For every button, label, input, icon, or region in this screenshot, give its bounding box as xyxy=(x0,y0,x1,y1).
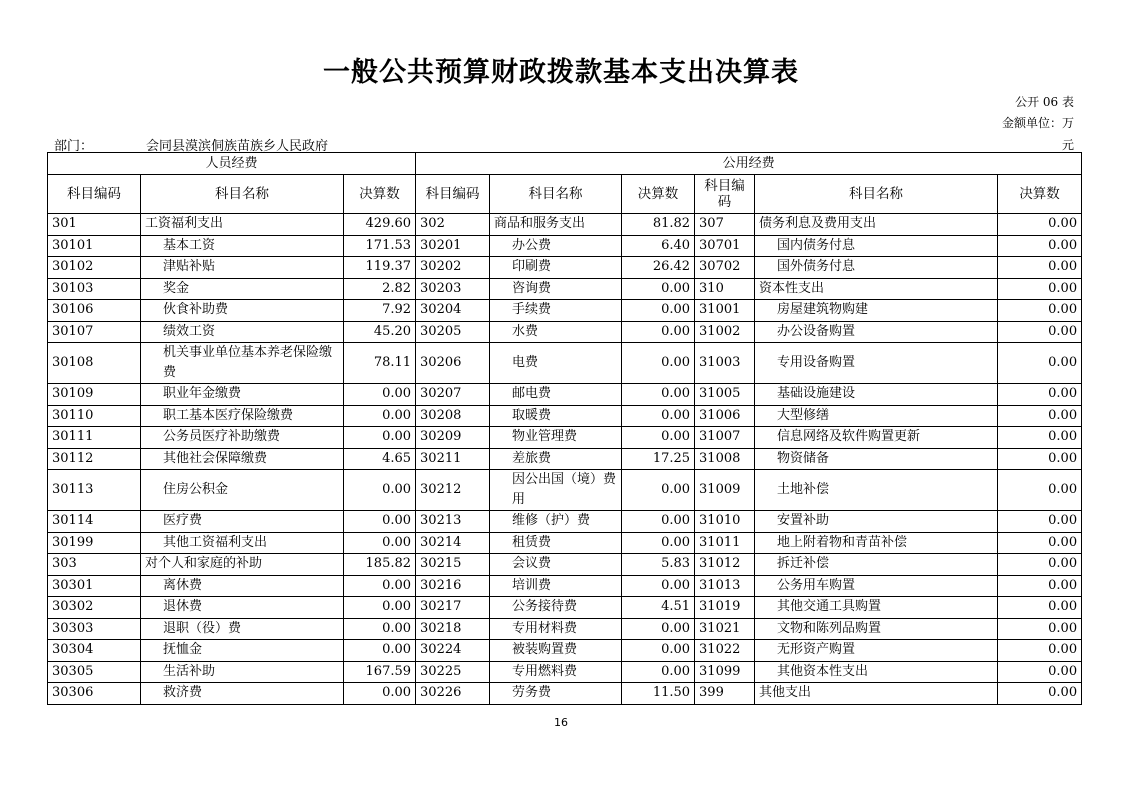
amount-cell: 167.59 xyxy=(344,661,416,683)
code-cell: 399 xyxy=(695,683,755,705)
name-cell: 专用材料费 xyxy=(490,618,622,640)
table-row xyxy=(48,235,1082,257)
form-number: 公开 06 表 xyxy=(1015,95,1074,109)
code-cell: 30110 xyxy=(48,405,141,427)
code-cell: 30113 xyxy=(48,470,141,511)
name-cell: 其他社会保障缴费 xyxy=(141,448,344,470)
name-cell: 伙食补助费 xyxy=(141,300,344,322)
name-cell: 信息网络及软件购置更新 xyxy=(755,427,998,449)
code-cell: 31007 xyxy=(695,427,755,449)
name-cell: 职工基本医疗保险缴费 xyxy=(141,405,344,427)
amount-cell: 0.00 xyxy=(344,384,416,406)
amount-cell: 11.50 xyxy=(622,683,695,705)
name-cell: 电费 xyxy=(490,343,622,384)
col-header-code: 科目编码 xyxy=(48,175,141,214)
amount-cell: 78.11 xyxy=(344,343,416,384)
amount-cell: 17.25 xyxy=(622,448,695,470)
code-cell: 30201 xyxy=(416,235,490,257)
name-cell: 安置补助 xyxy=(755,511,998,533)
amount-cell: 0.00 xyxy=(998,405,1082,427)
name-cell: 其他资本性支出 xyxy=(755,661,998,683)
code-cell: 30114 xyxy=(48,511,141,533)
name-cell: 水费 xyxy=(490,321,622,343)
amount-cell: 0.00 xyxy=(998,618,1082,640)
name-cell: 其他交通工具购置 xyxy=(755,597,998,619)
amount-cell: 0.00 xyxy=(622,321,695,343)
name-cell: 其他支出 xyxy=(755,683,998,705)
code-cell: 31099 xyxy=(695,661,755,683)
table-row xyxy=(48,554,1082,576)
table-row xyxy=(48,683,1082,705)
code-cell: 30305 xyxy=(48,661,141,683)
name-cell: 无形资产购置 xyxy=(755,640,998,662)
amount-cell: 0.00 xyxy=(622,640,695,662)
name-cell: 办公费 xyxy=(490,235,622,257)
amount-cell: 0.00 xyxy=(998,661,1082,683)
amount-cell: 0.00 xyxy=(344,597,416,619)
code-cell: 30224 xyxy=(416,640,490,662)
code-cell: 31021 xyxy=(695,618,755,640)
amount-cell: 0.00 xyxy=(344,575,416,597)
code-cell: 30106 xyxy=(48,300,141,322)
name-cell: 基本工资 xyxy=(141,235,344,257)
amount-cell: 0.00 xyxy=(622,575,695,597)
name-cell: 对个人和家庭的补助 xyxy=(141,554,344,576)
amount-cell: 0.00 xyxy=(998,554,1082,576)
amount-cell: 429.60 xyxy=(344,214,416,236)
code-cell: 30226 xyxy=(416,683,490,705)
amount-cell: 0.00 xyxy=(344,470,416,511)
code-cell: 31002 xyxy=(695,321,755,343)
name-cell: 生活补助 xyxy=(141,661,344,683)
name-cell: 被装购置费 xyxy=(490,640,622,662)
amount-cell: 26.42 xyxy=(622,257,695,279)
amount-cell: 0.00 xyxy=(622,343,695,384)
code-cell: 31013 xyxy=(695,575,755,597)
table-row xyxy=(48,343,1082,384)
name-cell: 物业管理费 xyxy=(490,427,622,449)
col-header-amount: 决算数 xyxy=(998,175,1082,214)
name-cell: 退休费 xyxy=(141,597,344,619)
name-cell: 工资福利支出 xyxy=(141,214,344,236)
report-title: 一般公共预算财政拨款基本支出决算表 xyxy=(323,57,799,88)
amount-cell: 6.40 xyxy=(622,235,695,257)
code-cell: 30702 xyxy=(695,257,755,279)
table-row xyxy=(48,427,1082,449)
name-cell: 津贴补贴 xyxy=(141,257,344,279)
col-header-code-wrapped: 科目编码 xyxy=(695,175,755,214)
name-cell: 咨询费 xyxy=(490,278,622,300)
code-cell: 30109 xyxy=(48,384,141,406)
name-cell: 公务接待费 xyxy=(490,597,622,619)
code-cell: 30211 xyxy=(416,448,490,470)
name-cell: 其他工资福利支出 xyxy=(141,532,344,554)
name-cell: 职业年金缴费 xyxy=(141,384,344,406)
amount-cell: 7.92 xyxy=(344,300,416,322)
col-header-name: 科目名称 xyxy=(490,175,622,214)
col-header-name: 科目名称 xyxy=(141,175,344,214)
table-row xyxy=(48,278,1082,300)
table-row xyxy=(48,640,1082,662)
amount-cell: 0.00 xyxy=(622,661,695,683)
code-cell: 30302 xyxy=(48,597,141,619)
amount-cell: 0.00 xyxy=(344,640,416,662)
amount-cell: 0.00 xyxy=(622,618,695,640)
amount-cell: 0.00 xyxy=(998,470,1082,511)
amount-cell: 0.00 xyxy=(998,427,1082,449)
code-cell: 30207 xyxy=(416,384,490,406)
code-cell: 30212 xyxy=(416,470,490,511)
name-cell: 因公出国（境）费用 xyxy=(490,470,622,511)
code-cell: 31009 xyxy=(695,470,755,511)
amount-cell: 0.00 xyxy=(344,618,416,640)
table-row xyxy=(48,470,1082,511)
name-cell: 住房公积金 xyxy=(141,470,344,511)
name-cell: 会议费 xyxy=(490,554,622,576)
name-cell: 国内债务付息 xyxy=(755,235,998,257)
code-cell: 30103 xyxy=(48,278,141,300)
table-row xyxy=(48,448,1082,470)
code-cell: 30112 xyxy=(48,448,141,470)
code-cell: 30209 xyxy=(416,427,490,449)
amount-cell: 0.00 xyxy=(344,405,416,427)
name-cell: 差旅费 xyxy=(490,448,622,470)
name-cell: 绩效工资 xyxy=(141,321,344,343)
expenditure-table xyxy=(47,152,1082,705)
name-cell: 专用燃料费 xyxy=(490,661,622,683)
name-cell: 抚恤金 xyxy=(141,640,344,662)
code-cell: 30204 xyxy=(416,300,490,322)
table-body xyxy=(48,214,1082,705)
name-cell: 奖金 xyxy=(141,278,344,300)
department-name: 会同县漠滨侗族苗族乡人民政府 xyxy=(146,139,329,154)
code-cell: 30301 xyxy=(48,575,141,597)
amount-cell: 0.00 xyxy=(622,278,695,300)
code-cell: 30304 xyxy=(48,640,141,662)
code-cell: 30102 xyxy=(48,257,141,279)
name-cell: 拆迁补偿 xyxy=(755,554,998,576)
code-cell: 30205 xyxy=(416,321,490,343)
amount-cell: 0.00 xyxy=(998,300,1082,322)
amount-cell: 0.00 xyxy=(622,384,695,406)
name-cell: 救济费 xyxy=(141,683,344,705)
table-row xyxy=(48,257,1082,279)
name-cell: 机关事业单位基本养老保险缴费 xyxy=(141,343,344,384)
code-cell: 31011 xyxy=(695,532,755,554)
unit-label: 金额单位：万 xyxy=(1001,116,1074,130)
col-header-name: 科目名称 xyxy=(755,175,998,214)
code-cell: 30213 xyxy=(416,511,490,533)
group-header-public: 公用经费 xyxy=(416,153,1082,175)
amount-cell: 0.00 xyxy=(998,214,1082,236)
name-cell: 医疗费 xyxy=(141,511,344,533)
name-cell: 大型修缮 xyxy=(755,405,998,427)
table-row xyxy=(48,597,1082,619)
table-row xyxy=(48,532,1082,554)
table-row xyxy=(48,405,1082,427)
amount-cell: 0.00 xyxy=(622,532,695,554)
amount-cell: 45.20 xyxy=(344,321,416,343)
amount-cell: 185.82 xyxy=(344,554,416,576)
name-cell: 债务利息及费用支出 xyxy=(755,214,998,236)
amount-cell: 0.00 xyxy=(998,384,1082,406)
col-header-amount: 决算数 xyxy=(344,175,416,214)
code-cell: 30215 xyxy=(416,554,490,576)
amount-cell: 0.00 xyxy=(998,448,1082,470)
amount-cell: 4.65 xyxy=(344,448,416,470)
name-cell: 办公设备购置 xyxy=(755,321,998,343)
name-cell: 维修（护）费 xyxy=(490,511,622,533)
amount-cell: 0.00 xyxy=(622,405,695,427)
name-cell: 专用设备购置 xyxy=(755,343,998,384)
code-cell: 30111 xyxy=(48,427,141,449)
amount-cell: 81.82 xyxy=(622,214,695,236)
amount-cell: 0.00 xyxy=(622,470,695,511)
amount-cell: 0.00 xyxy=(998,257,1082,279)
code-cell: 307 xyxy=(695,214,755,236)
name-cell: 邮电费 xyxy=(490,384,622,406)
code-cell: 30107 xyxy=(48,321,141,343)
name-cell: 退职（役）费 xyxy=(141,618,344,640)
amount-cell: 0.00 xyxy=(344,427,416,449)
department-label: 部门： xyxy=(54,139,94,154)
name-cell: 资本性支出 xyxy=(755,278,998,300)
table-row xyxy=(48,511,1082,533)
amount-cell: 119.37 xyxy=(344,257,416,279)
code-cell: 30203 xyxy=(416,278,490,300)
name-cell: 文物和陈列品购置 xyxy=(755,618,998,640)
name-cell: 取暖费 xyxy=(490,405,622,427)
amount-cell: 0.00 xyxy=(998,321,1082,343)
amount-cell: 0.00 xyxy=(344,532,416,554)
name-cell: 地上附着物和青苗补偿 xyxy=(755,532,998,554)
code-cell: 30199 xyxy=(48,532,141,554)
code-cell: 31003 xyxy=(695,343,755,384)
amount-cell: 0.00 xyxy=(622,427,695,449)
amount-cell: 0.00 xyxy=(998,235,1082,257)
code-cell: 31019 xyxy=(695,597,755,619)
col-header-amount: 决算数 xyxy=(622,175,695,214)
name-cell: 物资储备 xyxy=(755,448,998,470)
code-cell: 30216 xyxy=(416,575,490,597)
code-cell: 30202 xyxy=(416,257,490,279)
code-cell: 31010 xyxy=(695,511,755,533)
code-cell: 30208 xyxy=(416,405,490,427)
name-cell: 劳务费 xyxy=(490,683,622,705)
name-cell: 商品和服务支出 xyxy=(490,214,622,236)
code-cell: 31012 xyxy=(695,554,755,576)
amount-cell: 0.00 xyxy=(998,278,1082,300)
code-cell: 31006 xyxy=(695,405,755,427)
name-cell: 租赁费 xyxy=(490,532,622,554)
amount-cell: 0.00 xyxy=(998,597,1082,619)
name-cell: 基础设施建设 xyxy=(755,384,998,406)
amount-cell: 0.00 xyxy=(998,575,1082,597)
name-cell: 离休费 xyxy=(141,575,344,597)
amount-cell: 171.53 xyxy=(344,235,416,257)
amount-cell: 0.00 xyxy=(622,511,695,533)
table-row xyxy=(48,618,1082,640)
name-cell: 土地补偿 xyxy=(755,470,998,511)
code-cell: 30701 xyxy=(695,235,755,257)
code-cell: 31005 xyxy=(695,384,755,406)
code-cell: 30214 xyxy=(416,532,490,554)
table-row xyxy=(48,384,1082,406)
amount-cell: 4.51 xyxy=(622,597,695,619)
page-number: 16 xyxy=(554,716,568,729)
name-cell: 公务用车购置 xyxy=(755,575,998,597)
amount-cell: 0.00 xyxy=(998,532,1082,554)
code-cell: 310 xyxy=(695,278,755,300)
code-cell: 303 xyxy=(48,554,141,576)
amount-cell: 0.00 xyxy=(344,683,416,705)
name-cell: 手续费 xyxy=(490,300,622,322)
code-cell: 30303 xyxy=(48,618,141,640)
name-cell: 国外债务付息 xyxy=(755,257,998,279)
unit-label-continued: 元 xyxy=(1061,138,1074,152)
table-row xyxy=(48,300,1082,322)
col-header-code: 科目编码 xyxy=(416,175,490,214)
code-cell: 30101 xyxy=(48,235,141,257)
code-cell: 30218 xyxy=(416,618,490,640)
code-cell: 31008 xyxy=(695,448,755,470)
amount-cell: 0.00 xyxy=(344,511,416,533)
name-cell: 公务员医疗补助缴费 xyxy=(141,427,344,449)
amount-cell: 0.00 xyxy=(998,640,1082,662)
name-cell: 印刷费 xyxy=(490,257,622,279)
amount-cell: 0.00 xyxy=(998,511,1082,533)
code-cell: 30217 xyxy=(416,597,490,619)
table-row xyxy=(48,575,1082,597)
table-row xyxy=(48,661,1082,683)
amount-cell: 2.82 xyxy=(344,278,416,300)
code-cell: 301 xyxy=(48,214,141,236)
name-cell: 培训费 xyxy=(490,575,622,597)
code-cell: 30108 xyxy=(48,343,141,384)
amount-cell: 0.00 xyxy=(998,343,1082,384)
amount-cell: 0.00 xyxy=(622,300,695,322)
code-cell: 30306 xyxy=(48,683,141,705)
table-row xyxy=(48,321,1082,343)
amount-cell: 0.00 xyxy=(998,683,1082,705)
code-cell: 30225 xyxy=(416,661,490,683)
code-cell: 31022 xyxy=(695,640,755,662)
code-cell: 30206 xyxy=(416,343,490,384)
code-cell: 302 xyxy=(416,214,490,236)
name-cell: 房屋建筑物购建 xyxy=(755,300,998,322)
table-row xyxy=(48,214,1082,236)
code-cell: 31001 xyxy=(695,300,755,322)
group-header-personnel: 人员经费 xyxy=(48,153,416,175)
amount-cell: 5.83 xyxy=(622,554,695,576)
